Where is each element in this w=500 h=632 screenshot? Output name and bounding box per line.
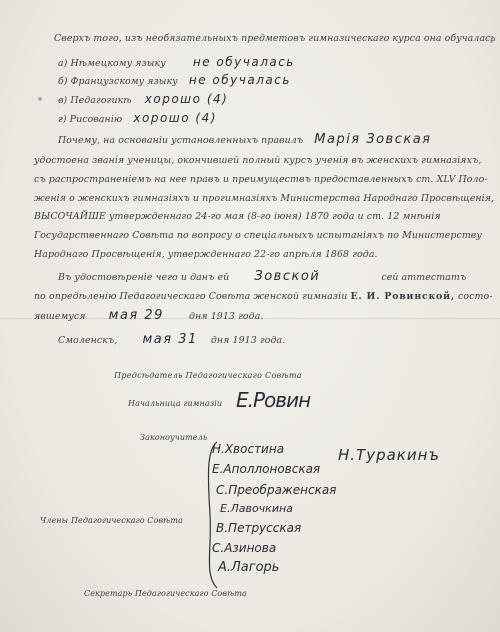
ink-speck <box>38 97 42 101</box>
date-line <box>34 310 263 323</box>
elective-item-drawing <box>58 112 217 126</box>
attest-prefix: Въ удостовѣреніе чего и данъ ей <box>58 272 230 283</box>
member-signature: Е.Лавочкина <box>220 502 293 515</box>
elective-item-value: не обучалась <box>192 55 295 69</box>
elective-item-label: б) Французскому языку <box>58 76 178 87</box>
award-prefix: Почему, на основаніи установленныхъ правилъ <box>58 135 304 146</box>
place-prefix: Смоленскъ, <box>58 335 118 346</box>
school-name: Е. И. Ровинской, <box>350 291 455 302</box>
date-value: мая 29 <box>108 308 164 323</box>
member-signature: С.Преображенская <box>216 483 337 497</box>
place-line <box>58 334 285 347</box>
body-line: ВЫСОЧАЙШЕ утвержденнаго 24-го мая (8-го іюня) 1870 года и ст. 12 мнѣнія <box>34 211 441 222</box>
place-suffix: дня 1913 года. <box>210 335 286 346</box>
elective-item-value: хорошо (4) <box>133 111 217 125</box>
law-signature: Н.Туракинъ <box>338 446 441 464</box>
award-line <box>58 134 432 147</box>
body-line: женія о женскихъ гимназіяхъ и прогимназіяхъ Министерства Народнаго Просвѣщенія, <box>34 193 495 204</box>
elective-item-pedagogy <box>58 93 228 107</box>
attest-name: Зовской <box>254 269 321 284</box>
body-line: съ распространеніемъ на нее правъ и преимуществъ предоставленныхъ ст. XLV Поло- <box>34 174 488 185</box>
date-prefix: явшемуся <box>34 311 86 322</box>
elective-item-value: не обучалась <box>188 73 291 87</box>
members-label: Члены Педагогическаго Совѣта <box>40 516 183 525</box>
head-label: Начальница гимназіи <box>128 399 223 408</box>
attest-suffix: сей аттестатъ <box>381 272 467 283</box>
council-prefix: по опредѣленію Педагогическаго Совѣта женской гимназіи <box>34 291 348 302</box>
elective-item-value: хорошо (4) <box>144 92 229 106</box>
head-signature: Е.Ровин <box>236 388 311 412</box>
student-name: Марія Зовская <box>314 132 432 147</box>
lawteacher-label: Законоучитель <box>140 433 208 442</box>
attest-line <box>58 271 466 284</box>
elective-item-german <box>58 56 295 70</box>
member-signature: В.Петрусская <box>216 521 302 535</box>
body-line: Государственнаго Совѣта по вопросу о спеціальныхъ испытаніяхъ по Министерству <box>34 230 482 241</box>
member-signature: А.Лагорь <box>218 560 280 575</box>
elective-item-label: в) Педагогикѣ <box>58 95 132 106</box>
elective-item-label: а) Нѣмецкому языку <box>58 58 166 69</box>
council-suffix: состо- <box>458 291 493 302</box>
secretary-label: Секретарь Педагогическаго Совѣта <box>84 589 247 598</box>
date-suffix: дня 1913 года. <box>189 311 264 322</box>
place-date-value: мая 31 <box>142 332 198 347</box>
elective-item-french <box>58 74 291 88</box>
body-line: Народнаго Просвѣщенія, утвержденнаго 22-го апрѣля 1868 года. <box>34 249 378 260</box>
member-signature: Е.Аполлоновская <box>212 462 321 476</box>
elective-intro: Сверхъ того, изъ необязательныхъ предметовъ гимназическаго курса она обучалась <box>54 33 496 44</box>
elective-item-label: г) Рисованію <box>58 114 123 125</box>
body-line: удостоена званія ученицы, окончившей полный курсъ ученія въ женскихъ гимназіяхъ, <box>34 155 482 166</box>
member-signature: С.Азинова <box>212 541 277 555</box>
chairman-label: Предсѣдатель Педагогическаго Совѣта <box>114 371 302 380</box>
council-line <box>34 291 492 303</box>
member-signature: Н.Хвостина <box>212 442 285 456</box>
